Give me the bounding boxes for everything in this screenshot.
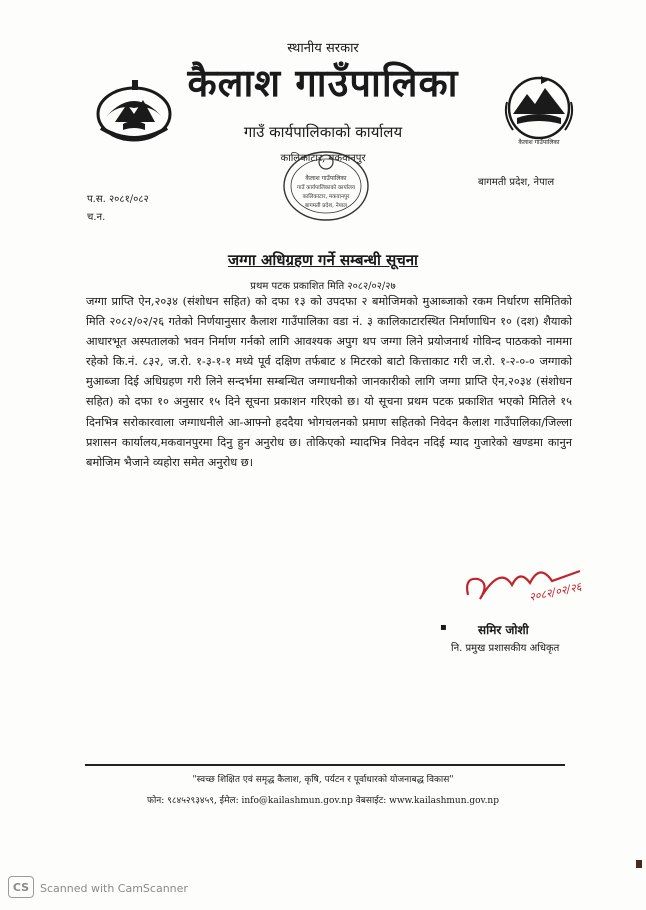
scan-artifact [636, 860, 642, 868]
camscanner-logo-icon: CS [8, 876, 34, 898]
nepal-emblem-icon [93, 74, 175, 144]
footer-contact: फोन: ९८४५२९३४५९, ईमेल: info@kailashmun.gov.np वेबसाईट: www.kailashmun.gov.np [147, 796, 499, 806]
notice-body: जग्गा प्राप्ति ऐन,२०३४ (संशोधन सहित) को दफा १३ को उपदफा २ बमोजिमको मुआब्जाको रकम निर्धारण समितिको मिति २०८२/०२/२६ गतेको निर्णयानुसार कैलाश गाउँपालिका वडा नं. ३ कालिकाटारस्थित निर्माणाधिन १० (दश) शैयाको आधारभूत अस्पतालको भवन निर्माण गर्नको लागि आवश्यक अपुग थप जग्गा लिने प्रयोजनार्थ गोविन्द पाठकको नाममा रहेको कि.नं. ८३२, ज.रो. १-३-१-१ मध्ये पूर्व दक्षिण तर्फबाट ४ मिटरको बाटो कित्ताकाट गरी ज.रो. १-२-०-० जग्गाको मुआब्जा दिई अधिग्रहण गरी लिने सन्दर्भमा सम्बन्धित जग्गाधनीको जानकारीको लागि जग्गा प्राप्ति ऐन,२०३४ (संशोधन सहित) को दफा १० अनुसार १५ दिने सूचना प्रकाशन गरिएको छ। यो सूचना प्रथम पटक प्रकाशित भएको मितिले १५ दिनभित्र सरोकारवाला जग्गाधनीले आ-आफ्नो हददैया भोगचलनको प्रमाण सहितको निवेदन कैलाश गाउँपालिका/जिल्ला प्रशासन कार्यालय,मकवानपुरमा दिनु हुन अनुरोध छ। तोकिएको म्यादभित्र निवेदन नदिई म्याद गुजारेको खण्डमा कानुन बमोजिम भैजाने व्यहोरा समेत अनुरोध छ। [86, 295, 572, 469]
province-label: बागमती प्रदेश, नेपाल [478, 177, 555, 188]
signer-name: समिर जोशी [478, 623, 529, 637]
notice-title: जग्गा अधिग्रहण गर्ने सम्बन्धी सूचना [228, 251, 418, 269]
local-government-label: स्थानीय सरकार [287, 41, 359, 56]
office-address: कालिकाटार, मकवानपुर [280, 153, 366, 164]
stamp-line-2: गाउँ कार्यपालिकाको कार्यालय [296, 185, 356, 191]
stamp-line-4: बागमती प्रदेश, नेपाल [305, 203, 347, 209]
signature-mark [460, 555, 600, 615]
stamp-line-1: कैलाश गाउँपालिका [305, 175, 347, 182]
seal-caption: कैलाश गाउँपालिका [518, 139, 560, 146]
signature-date: २०८२/०२/२६ [527, 580, 583, 604]
footer-divider [85, 764, 565, 766]
first-publication-date: प्रथम पटक प्रकाशित मिति २०८२/०२/२७ [250, 281, 396, 292]
footer-slogan: "स्वच्छ शिक्षित एवं समृद्ध कैलाश, कृषि, पर्यटन र पूर्वाधारको योजनाबद्ध विकास" [192, 775, 454, 785]
signer-title: नि. प्रमुख प्रशासकीय अधिकृत [451, 643, 560, 654]
official-stamp [280, 146, 372, 224]
letter-reference-number: प.स. २०८१/०८२ [87, 194, 149, 205]
office-name-heading: कैलाश गाउँपालिका [187, 60, 459, 105]
office-subtitle: गाउँ कार्यपालिकाको कार्यालय [243, 123, 403, 141]
dispatch-number: च.न. [87, 212, 106, 223]
municipality-seal-icon [497, 72, 581, 148]
stamp-line-3: कालिकाटार, मकवानपुर [302, 194, 350, 200]
signature-tick: ▪ [440, 622, 447, 633]
camscanner-watermark: Scanned with CamScanner [40, 882, 188, 895]
